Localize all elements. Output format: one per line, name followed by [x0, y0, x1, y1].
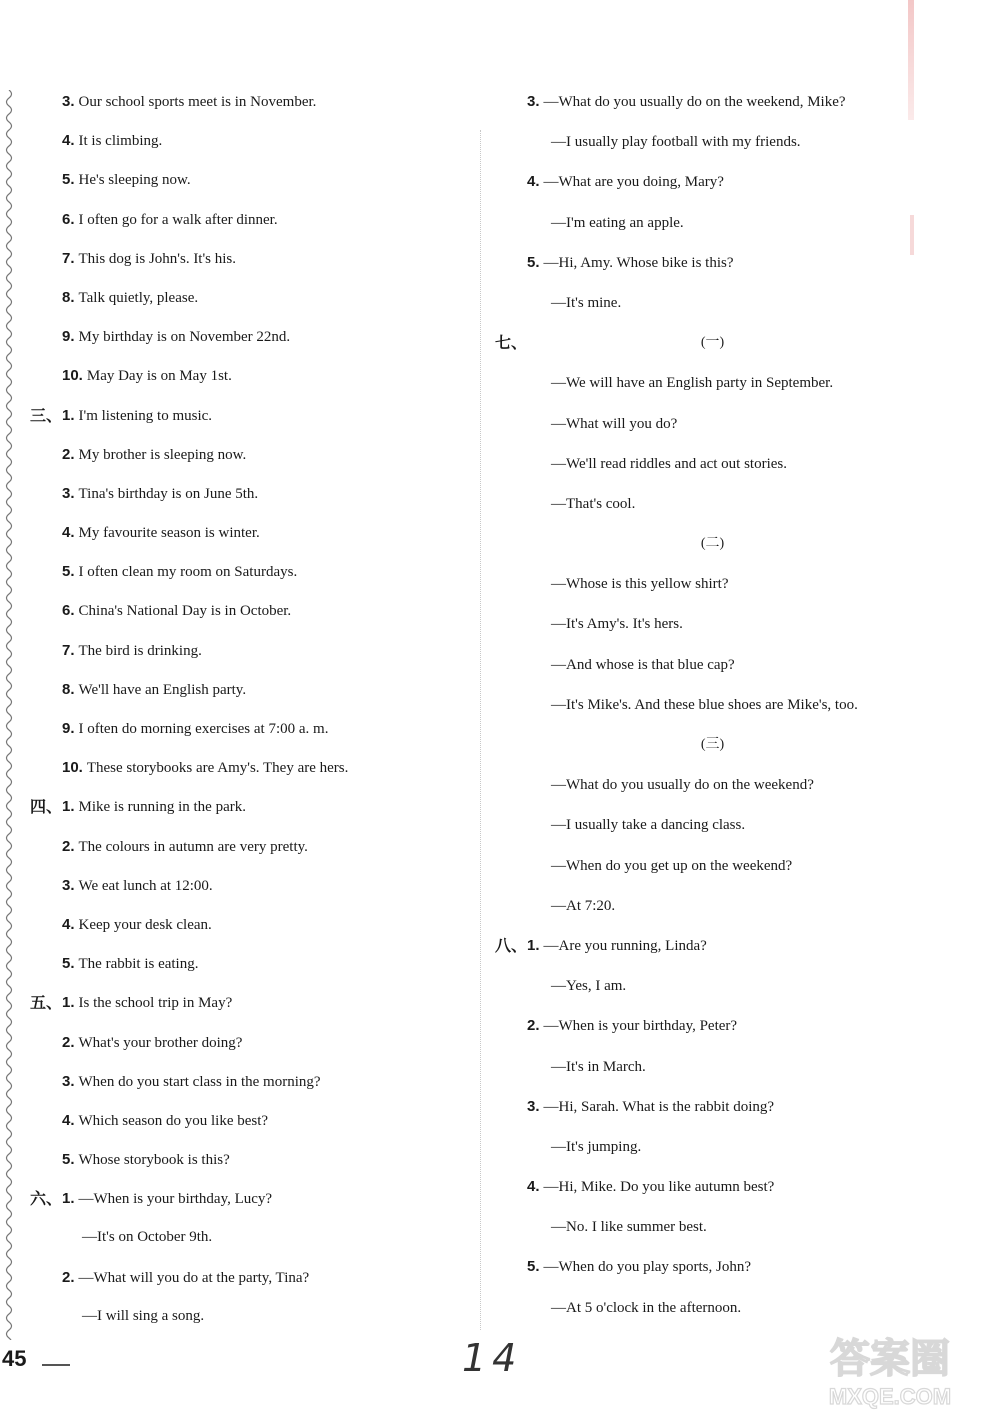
answer-line	[495, 886, 970, 926]
answer-text: —What will you do at the party, Tina?	[78, 1269, 310, 1286]
answer-line	[495, 725, 970, 765]
answer-text: —What will you do?	[551, 415, 678, 432]
answer-line	[495, 805, 970, 845]
answer-text: When do you start class in the morning?	[78, 1073, 321, 1090]
answer-text: —What are you doing, Mary?	[543, 174, 724, 191]
answer-text: Which season do you like best?	[78, 1112, 269, 1129]
item-number: 4.	[62, 1111, 75, 1129]
item-number: 3.	[62, 1072, 75, 1090]
column-divider	[480, 130, 482, 1330]
answer-text: —What do you usually do on the weekend, Mike?	[543, 94, 846, 110]
answer-text: —It's on October 9th.	[82, 1229, 213, 1246]
answer-text: —I'm eating an apple.	[551, 214, 684, 231]
answer-text: —No. I like summer best.	[551, 1219, 707, 1236]
answer-text: We'll have an English party.	[78, 681, 247, 698]
answer-text: Is the school trip in May?	[78, 995, 233, 1012]
item-number: 10.	[62, 367, 83, 385]
answer-text: My birthday is on November 22nd.	[78, 329, 291, 346]
item-number: 4.	[62, 524, 75, 542]
answer-text: This dog is John's. It's his.	[78, 250, 237, 267]
dialogue-group-label: (一)	[700, 335, 725, 351]
answer-line	[495, 1288, 970, 1328]
answer-line	[495, 604, 970, 644]
answer-text: Keep your desk clean.	[78, 916, 212, 933]
answer-text: —It's mine.	[551, 294, 622, 311]
answer-line	[30, 709, 475, 748]
answer-line	[30, 1179, 475, 1218]
answer-line	[30, 827, 475, 866]
answer-text: I'm listening to music.	[78, 407, 213, 424]
answer-text: —Hi, Mike. Do you like autumn best?	[543, 1179, 775, 1196]
answer-text: —What do you usually do on the weekend?	[551, 777, 814, 794]
answer-line	[495, 323, 970, 363]
answer-text: —I usually play football with my friends.	[551, 134, 801, 151]
answer-text: May Day is on May 1st.	[86, 368, 232, 385]
answer-line	[30, 317, 475, 356]
item-number: 4.	[62, 915, 75, 933]
answer-text: I often clean my room on Saturdays.	[78, 564, 298, 581]
answer-line	[30, 591, 475, 630]
answer-text: —I will sing a song.	[82, 1307, 205, 1324]
answer-line	[495, 1006, 970, 1046]
item-number: 5.	[62, 1151, 75, 1169]
section-marker: 四、	[30, 797, 63, 817]
item-number: 2.	[527, 1017, 540, 1035]
item-number: 7.	[62, 249, 75, 267]
answer-line	[30, 1140, 475, 1179]
answer-line	[30, 82, 475, 121]
answer-text: Talk quietly, please.	[78, 289, 199, 306]
answer-text: —Whose is this yellow shirt?	[551, 576, 729, 593]
answer-line	[30, 435, 475, 474]
answer-text: My favourite season is winter.	[78, 525, 260, 542]
dialogue-group-label: (三)	[700, 737, 725, 752]
answer-text: —Hi, Sarah. What is the rabbit doing?	[543, 1098, 775, 1115]
item-number: 4.	[62, 132, 75, 150]
answer-line	[495, 1127, 970, 1167]
answer-text: What's your brother doing?	[78, 1034, 243, 1051]
answer-line	[30, 552, 475, 591]
answer-text: Whose storybook is this?	[78, 1152, 230, 1169]
answer-text: The rabbit is eating.	[78, 956, 199, 973]
section-marker: 五、	[30, 993, 63, 1013]
answer-text: —Hi, Amy. Whose bike is this?	[543, 254, 734, 271]
answer-text: —It's Amy's. It's hers.	[551, 616, 683, 633]
answer-text: —Yes, I am.	[551, 978, 627, 995]
item-number: 5.	[62, 171, 75, 189]
answer-text: Tina's birthday is on June 5th.	[78, 485, 259, 502]
answer-text: —It's in March.	[551, 1058, 646, 1075]
answer-line	[495, 162, 970, 202]
handwritten-number: 14	[462, 1336, 523, 1380]
answer-line	[30, 866, 475, 905]
page-number: 45	[2, 1346, 27, 1371]
answer-line	[30, 1023, 475, 1062]
answer-text: —When do you play sports, John?	[543, 1259, 751, 1276]
section-marker: 七、	[495, 333, 528, 353]
answer-line	[30, 513, 475, 552]
item-number: 4.	[527, 173, 540, 191]
answer-line	[30, 121, 475, 160]
answer-line	[495, 564, 970, 604]
item-number: 3.	[62, 484, 75, 502]
watermark-site: MXQE.COM	[828, 1384, 952, 1409]
item-number: 9.	[62, 720, 75, 737]
page-number-rule	[42, 1364, 70, 1366]
answer-text: —And whose is that blue cap?	[551, 656, 735, 673]
answer-line	[495, 765, 970, 805]
item-number: 5.	[527, 1258, 540, 1276]
item-number: 3.	[62, 93, 75, 110]
item-number: 2.	[62, 1033, 75, 1051]
answer-line	[30, 944, 475, 983]
answer-text: We eat lunch at 12:00.	[78, 877, 213, 894]
answer-line	[495, 444, 970, 484]
answer-text: I often go for a walk after dinner.	[78, 211, 278, 228]
item-number: 1.	[62, 1190, 75, 1208]
item-number: 4.	[527, 1178, 540, 1196]
answer-text: —At 7:20.	[551, 897, 616, 914]
answer-line	[30, 1218, 475, 1257]
answer-text: —It's Mike's. And these blue shoes are Mike's, too.	[551, 696, 858, 713]
item-number: 5.	[62, 955, 75, 973]
answer-line	[30, 278, 475, 317]
answer-line	[495, 685, 970, 725]
section-marker: 六、	[30, 1189, 63, 1209]
answer-line	[30, 905, 475, 944]
answer-text: —We will have an English party in September.	[551, 375, 834, 392]
answer-line	[30, 239, 475, 278]
item-number: 5.	[62, 563, 75, 581]
answer-line	[495, 645, 970, 685]
answer-line	[30, 1062, 475, 1101]
answer-line	[495, 966, 970, 1006]
answer-text: —I usually take a dancing class.	[551, 817, 746, 834]
item-number: 2.	[62, 837, 75, 855]
right-answer-column	[495, 82, 970, 1328]
answer-text: —We'll read riddles and act out stories.	[551, 455, 788, 472]
answer-line	[30, 396, 475, 435]
wavy-border-decoration	[2, 90, 16, 1340]
answer-line	[495, 283, 970, 323]
answer-line	[495, 524, 970, 564]
item-number: 8.	[62, 680, 75, 698]
item-number: 1.	[62, 994, 75, 1012]
answer-line	[495, 1247, 970, 1287]
answer-line	[495, 484, 970, 524]
item-number: 6.	[62, 210, 75, 228]
answer-text: —That's cool.	[551, 495, 636, 512]
answer-line	[495, 243, 970, 283]
answer-line	[495, 203, 970, 243]
answer-line	[30, 787, 475, 826]
answer-line	[495, 1207, 970, 1247]
answer-text: I often do morning exercises at 7:00 a. m.	[78, 721, 329, 737]
item-number: 1.	[62, 798, 75, 816]
answer-line	[495, 122, 970, 162]
answer-line	[30, 160, 475, 199]
item-number: 9.	[62, 328, 75, 346]
answer-line	[495, 363, 970, 403]
answer-text: —When do you get up on the weekend?	[551, 857, 793, 874]
left-answer-column	[30, 82, 475, 1336]
section-marker: 三、	[30, 405, 63, 425]
answer-text: My brother is sleeping now.	[78, 446, 247, 463]
answer-line	[495, 926, 970, 966]
answer-line	[30, 1297, 475, 1336]
answer-line	[30, 983, 475, 1022]
answer-line	[495, 1047, 970, 1087]
answer-line	[495, 404, 970, 444]
item-number: 6.	[62, 602, 75, 620]
item-number: 2.	[62, 1268, 75, 1286]
answer-line	[30, 631, 475, 670]
item-number: 1.	[62, 406, 75, 424]
answer-text: The colours in autumn are very pretty.	[78, 838, 308, 855]
answer-text: —When is your birthday, Peter?	[543, 1018, 738, 1035]
answer-text: —When is your birthday, Lucy?	[78, 1191, 273, 1208]
item-number: 8.	[62, 288, 75, 306]
answer-text: It is climbing.	[78, 133, 163, 150]
item-number: 3.	[527, 93, 540, 110]
answer-text: The bird is drinking.	[78, 642, 202, 659]
watermark-text: 答案圈	[830, 1336, 950, 1382]
item-number: 3.	[527, 1097, 540, 1115]
answer-text: China's National Day is in October.	[78, 603, 292, 620]
answer-text: Our school sports meet is in November.	[78, 94, 317, 110]
answer-line	[495, 82, 970, 122]
item-number: 1.	[527, 936, 540, 954]
answer-line	[30, 200, 475, 239]
answer-line	[495, 846, 970, 886]
item-number: 10.	[62, 759, 83, 777]
answer-text: These storybooks are Amy's. They are hers.	[86, 760, 349, 777]
item-number: 5.	[527, 253, 540, 271]
answer-line	[495, 1167, 970, 1207]
answer-line	[30, 1258, 475, 1297]
dialogue-group-label: (二)	[700, 536, 725, 552]
answer-line	[30, 356, 475, 395]
watermark-logo	[790, 1330, 990, 1410]
answer-line	[30, 748, 475, 787]
item-number: 2.	[62, 445, 75, 463]
answer-text: He's sleeping now.	[78, 172, 191, 189]
item-number: 3.	[62, 876, 75, 894]
answer-line	[30, 1101, 475, 1140]
answer-line	[30, 670, 475, 709]
answer-text: —It's jumping.	[551, 1138, 642, 1155]
answer-line	[30, 474, 475, 513]
answer-text: Mike is running in the park.	[78, 799, 246, 816]
answer-text: —At 5 o'clock in the afternoon.	[551, 1299, 742, 1316]
answer-text: —Are you running, Linda?	[543, 937, 707, 954]
answer-line	[495, 1087, 970, 1127]
item-number: 7.	[62, 641, 75, 659]
section-marker: 八、	[495, 935, 528, 955]
